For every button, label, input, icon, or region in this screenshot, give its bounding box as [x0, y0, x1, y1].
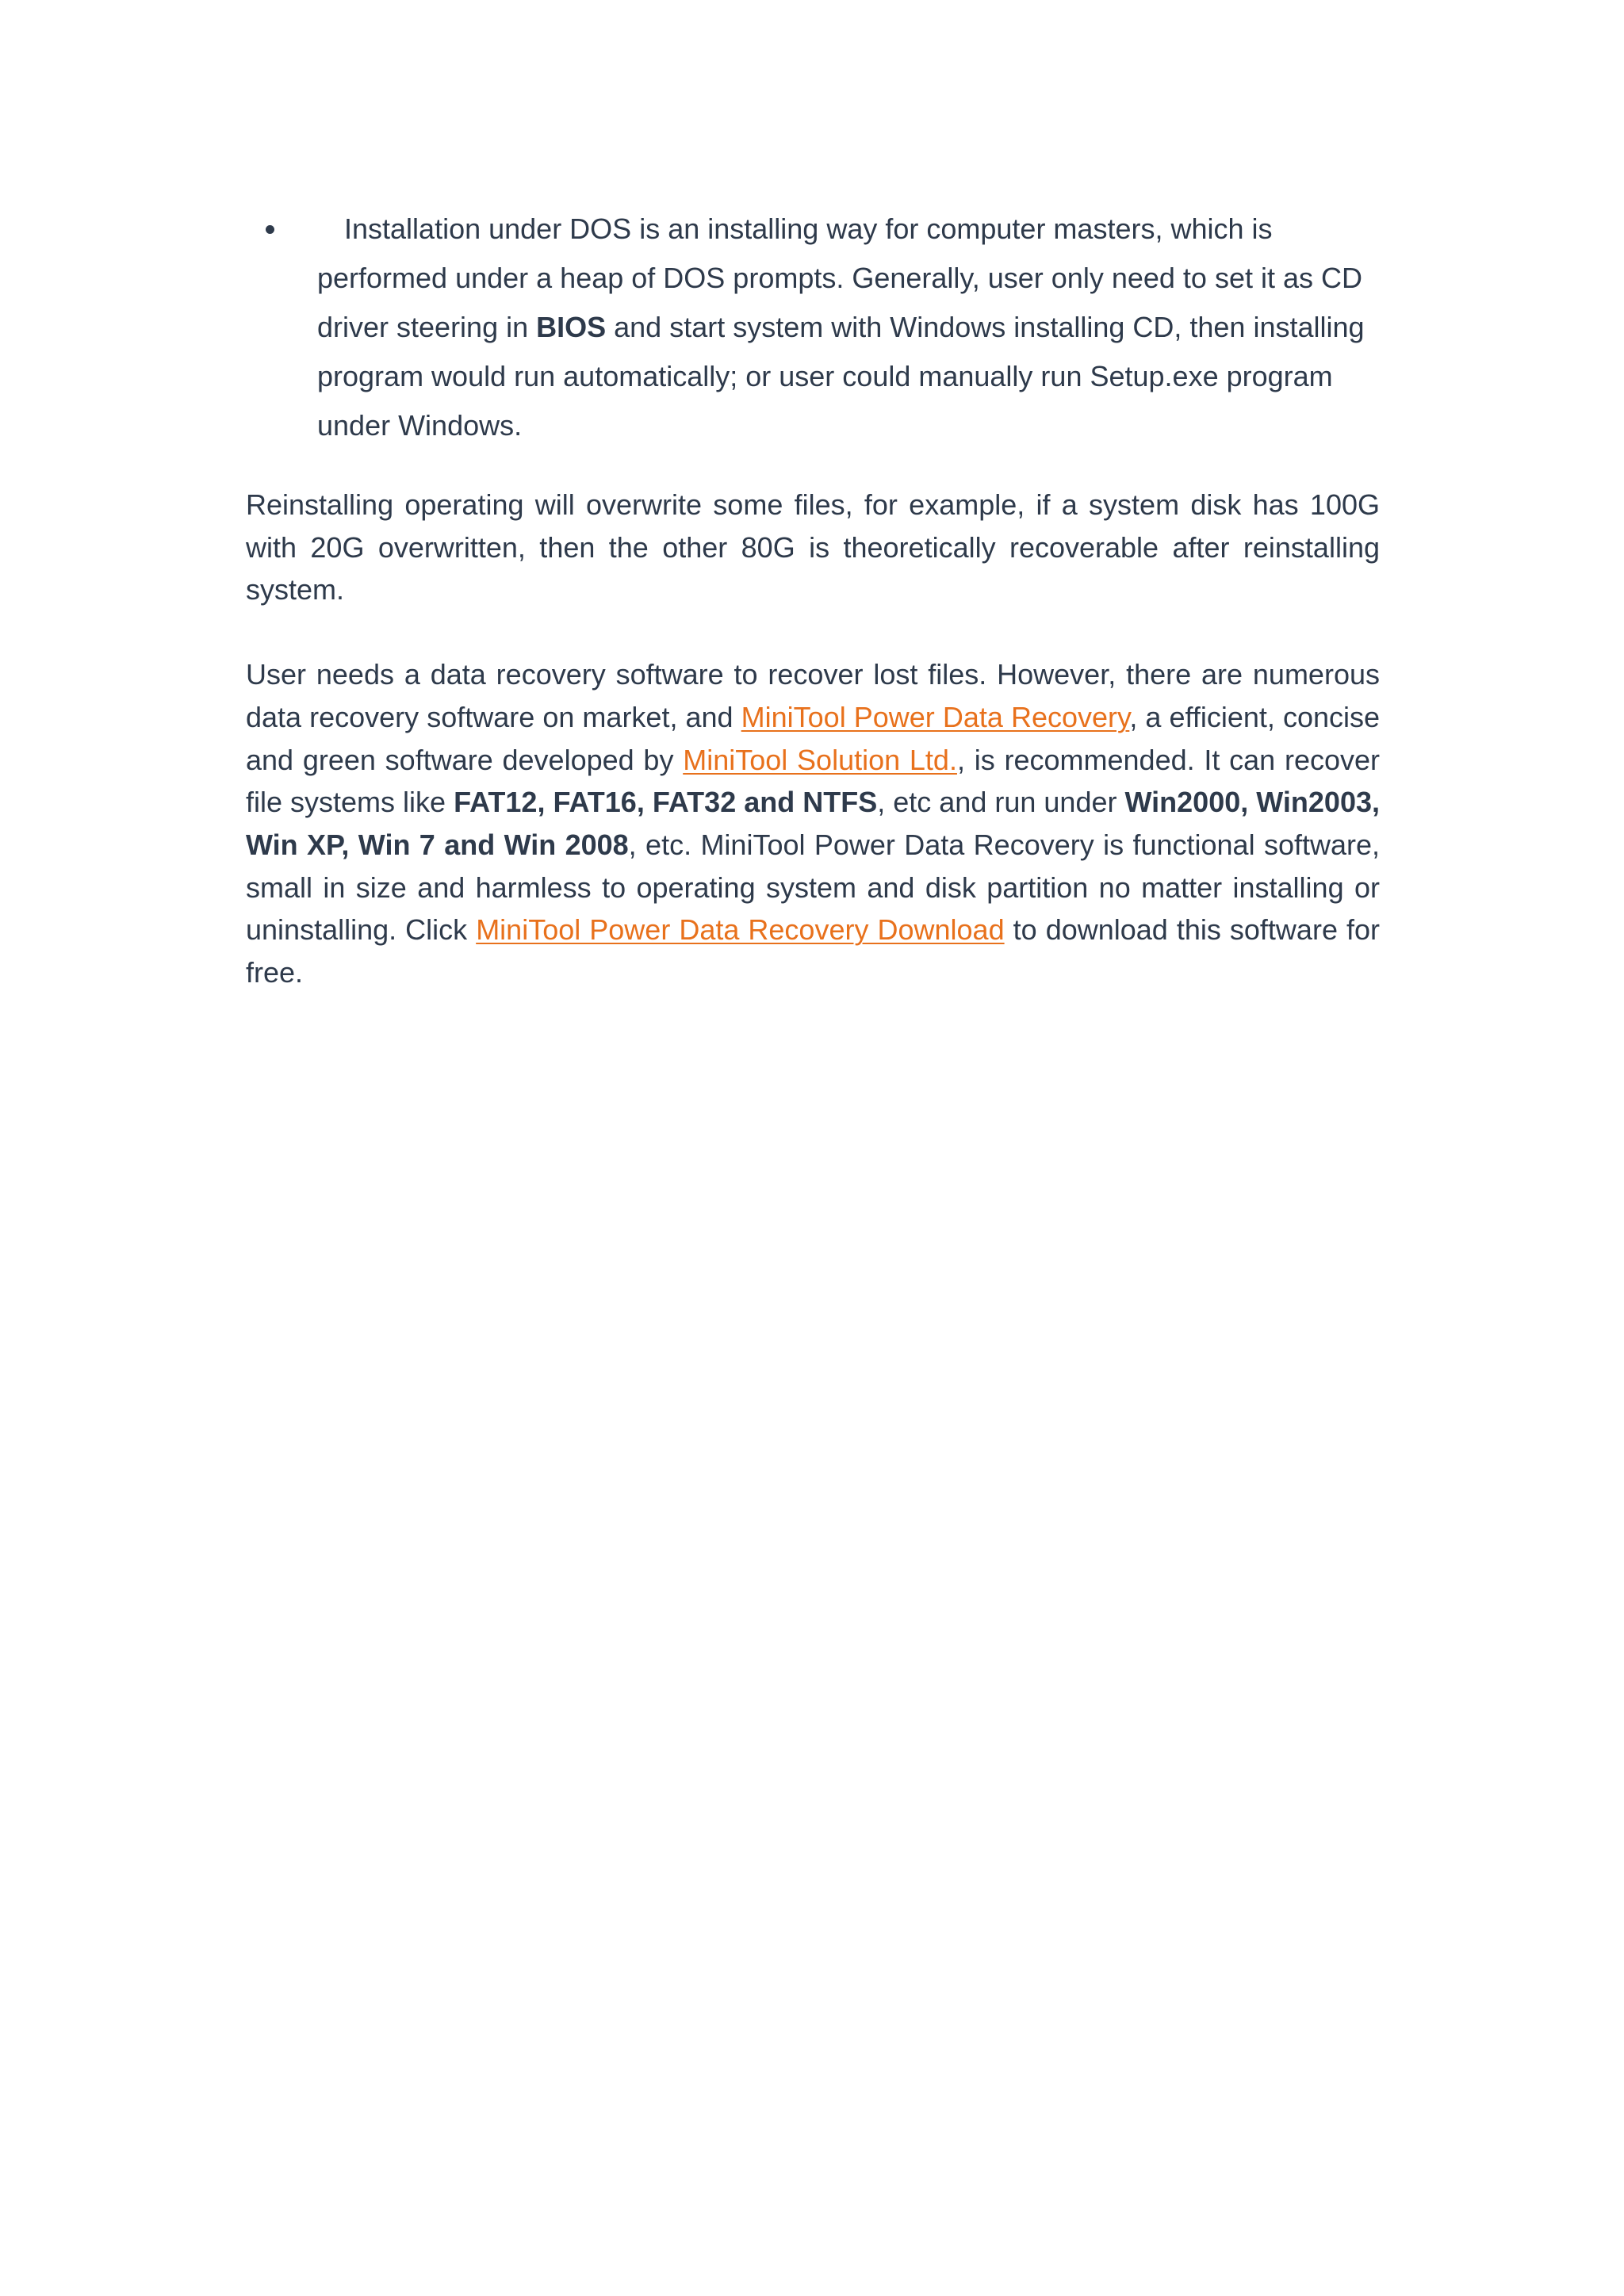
bullet-text-1: Installation under DOS is an installing way for computer masters, which is performed under a heap of DOS prompts. Generally, user only need to set it as CD driver steering in: [317, 212, 1362, 343]
reinstall-paragraph: [246, 484, 1380, 611]
recovery-text-4: , etc and run under: [877, 786, 1125, 819]
recovery-paragraph: [246, 653, 1380, 994]
power-data-recovery-link[interactable]: MiniTool Power Data Recovery: [741, 700, 1130, 733]
file-systems-bold-text: FAT12, FAT16, FAT32 and NTFS: [454, 786, 878, 819]
recovery-text-3: , is recommended. It can recover file systems like: [246, 743, 1381, 819]
reinstall-text: Reinstalling operating will overwrite some files, for example, if a system disk has 100G with 20G overwritten, then the other 80G is theoretically recoverable after reinstalling system.: [246, 488, 1380, 607]
recovery-text-6: to download this software for free.: [246, 913, 1381, 989]
bullet-list-item: [246, 205, 1380, 450]
windows-versions-bold-text: Win2000, Win2003, Win XP, Win 7 and Win 2008: [246, 786, 1380, 861]
recovery-text-5: , etc. MiniTool Power Data Recovery is functional software, small in size and harmless to operating system and disk partition no matter installing or uninstalling. Click: [246, 828, 1380, 947]
bullet-text-2: and start system with Windows installing CD, then installing program would run automatically; or user could manually run Setup.exe program under Windows.: [317, 311, 1365, 442]
bullet-icon: [266, 225, 274, 234]
recovery-text-1: User needs a data recovery software to recover lost files. However, there are numerous data recovery software on market, and: [246, 658, 1380, 733]
solution-ltd-link[interactable]: MiniTool Solution Ltd.: [683, 743, 957, 776]
download-link[interactable]: MiniTool Power Data Recovery Download: [476, 913, 1005, 947]
document-body: [246, 205, 1380, 994]
bios-bold-text: BIOS: [536, 311, 607, 343]
recovery-text-2: , a efficient, concise and green software developed by: [246, 700, 1381, 776]
